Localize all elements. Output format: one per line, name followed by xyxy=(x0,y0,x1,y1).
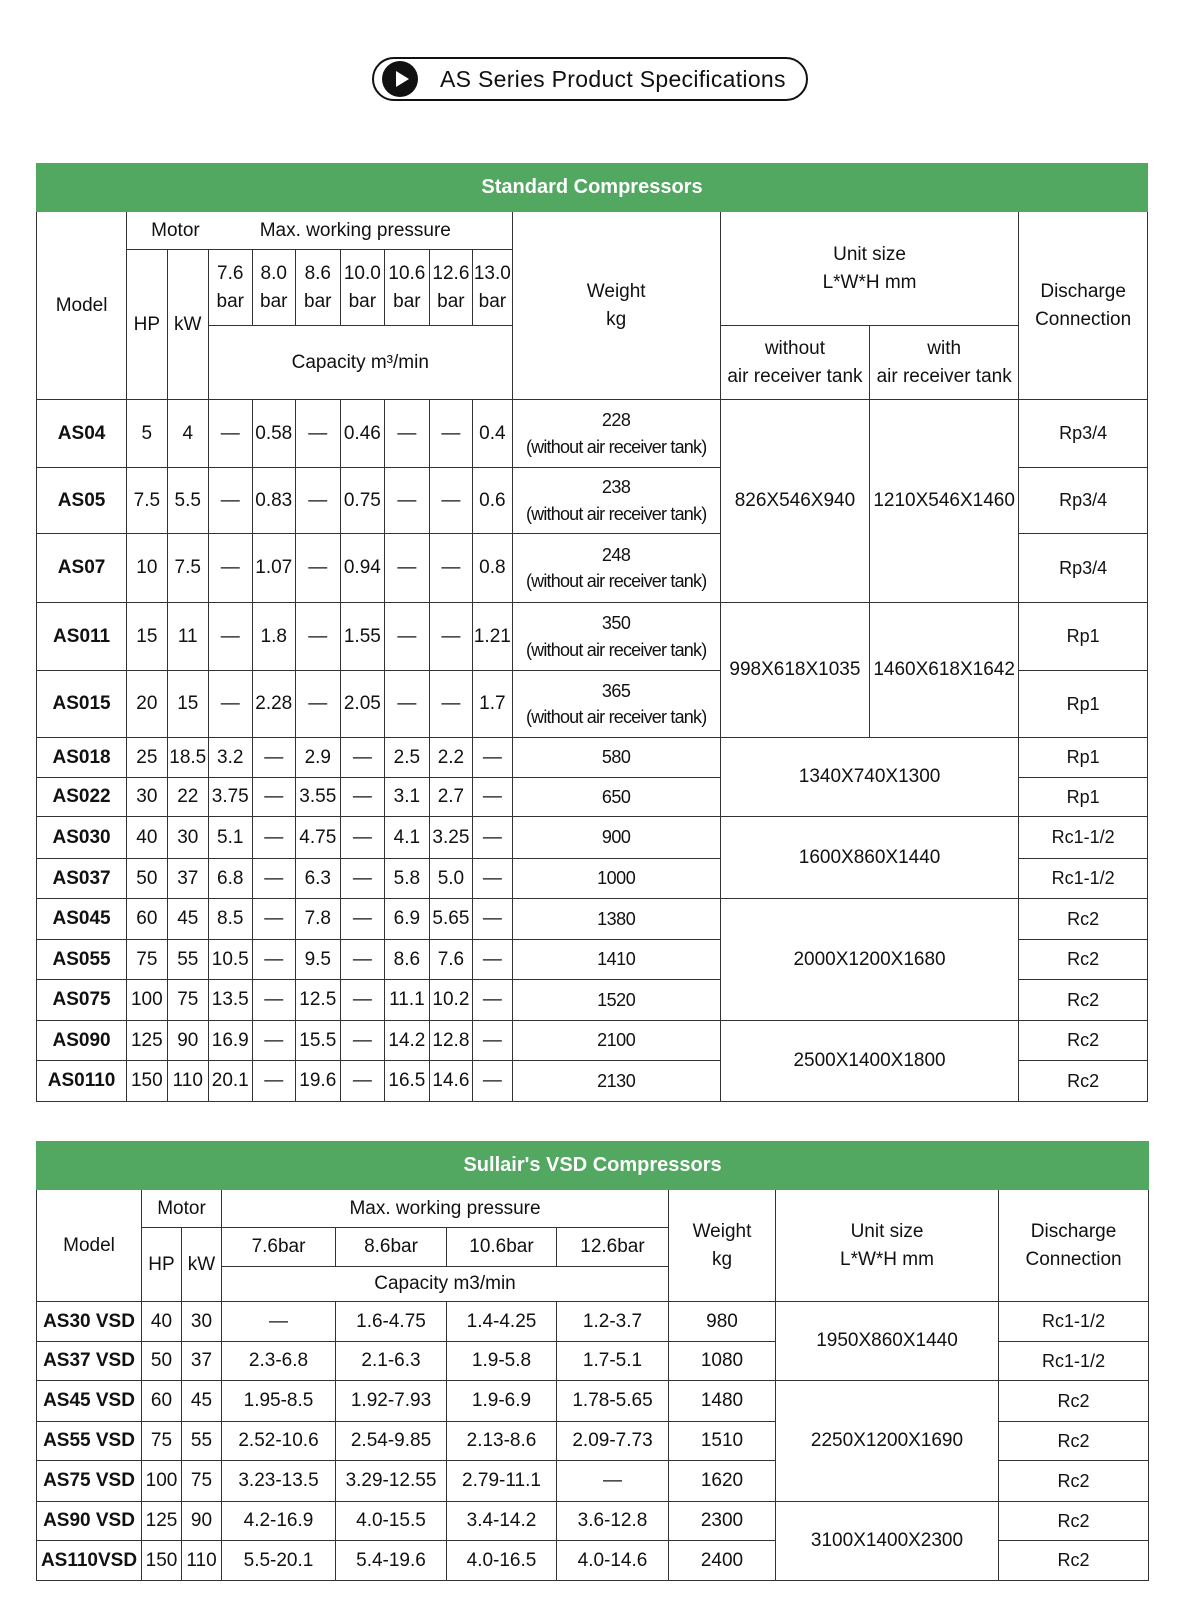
capacity-cell: 12.5 xyxy=(296,980,341,1021)
kw-cell: 4 xyxy=(167,400,208,468)
kw-cell: 75 xyxy=(167,980,208,1021)
model-cell: AS37 VSD xyxy=(37,1342,142,1381)
model-header: Model xyxy=(37,1190,142,1302)
kw-cell: 110 xyxy=(167,1061,208,1102)
discharge-cell: Rc2 xyxy=(1019,980,1148,1021)
unit-size-cell: 1460X618X1642 xyxy=(870,603,1019,738)
weight-value: 248 xyxy=(601,544,631,565)
discharge-cell: Rc2 xyxy=(999,1461,1149,1502)
hp-cell: 60 xyxy=(142,1381,182,1422)
capacity-cell: — xyxy=(473,899,512,940)
capacity-cell: — xyxy=(208,534,252,603)
capacity-cell: 2.9 xyxy=(296,738,341,778)
capacity-cell: — xyxy=(473,980,512,1021)
kw-cell: 45 xyxy=(182,1381,222,1422)
capacity-cell: 2.5 xyxy=(385,738,430,778)
capacity-cell: 0.58 xyxy=(252,400,296,468)
unit-size-cell: 1210X546X1460 xyxy=(870,400,1019,603)
capacity-cell: 6.3 xyxy=(296,859,341,899)
capacity-cell: 5.5-20.1 xyxy=(222,1541,336,1581)
table-row xyxy=(37,400,1148,468)
capacity-cell: 16.5 xyxy=(385,1061,430,1102)
weight-cell: 580 xyxy=(512,738,720,778)
capacity-cell: 1.9-5.8 xyxy=(447,1342,557,1381)
model-cell: AS75 VSD xyxy=(37,1461,142,1502)
capacity-cell: 3.25 xyxy=(429,817,473,859)
discharge-cell: Rc1-1/2 xyxy=(1019,817,1148,859)
discharge-cell: Rc2 xyxy=(999,1381,1149,1422)
unit-size-cell: 826X546X940 xyxy=(720,400,869,603)
hp-cell: 5 xyxy=(127,400,167,468)
capacity-cell: — xyxy=(473,817,512,859)
capacity-cell: 1.92-7.93 xyxy=(336,1381,447,1422)
kw-header: kW xyxy=(167,250,208,400)
capacity-cell: — xyxy=(473,738,512,778)
capacity-cell: 4.2-16.9 xyxy=(222,1502,336,1541)
weight-note: (without air receiver tank) xyxy=(525,639,707,660)
table-row xyxy=(37,738,1148,778)
weight-value: 365 xyxy=(601,680,631,701)
kw-cell: 22 xyxy=(167,778,208,817)
hp-cell: 10 xyxy=(127,534,167,603)
capacity-cell: — xyxy=(252,817,296,859)
capacity-cell: — xyxy=(252,940,296,980)
capacity-cell: 0.75 xyxy=(340,468,385,534)
capacity-cell: — xyxy=(340,980,385,1021)
pressure-header: 12.6bar xyxy=(557,1228,669,1267)
capacity-cell: — xyxy=(340,817,385,859)
capacity-cell: — xyxy=(252,1061,296,1102)
motor-pressure-header: Motor Max. working pressure xyxy=(127,212,512,250)
weight-cell: 2300 xyxy=(669,1502,776,1541)
capacity-cell: — xyxy=(429,534,473,603)
capacity-cell: — xyxy=(340,859,385,899)
table-row xyxy=(37,1502,1149,1541)
capacity-cell: 19.6 xyxy=(296,1061,341,1102)
discharge-cell: Rc1-1/2 xyxy=(999,1302,1149,1342)
capacity-cell: — xyxy=(473,940,512,980)
capacity-cell: — xyxy=(340,1061,385,1102)
weight-cell xyxy=(512,671,720,738)
kw-cell: 7.5 xyxy=(167,534,208,603)
kw-cell: 11 xyxy=(167,603,208,671)
weight-cell: 1410 xyxy=(512,940,720,980)
discharge-cell: Rp1 xyxy=(1019,778,1148,817)
hp-cell: 20 xyxy=(127,671,167,738)
capacity-cell: — xyxy=(340,1021,385,1061)
capacity-cell: 3.2 xyxy=(208,738,252,778)
capacity-cell: 2.13-8.6 xyxy=(447,1422,557,1461)
capacity-cell: — xyxy=(385,603,430,671)
model-cell: AS022 xyxy=(37,778,127,817)
discharge-cell: Rc2 xyxy=(999,1541,1149,1581)
kw-cell: 75 xyxy=(182,1461,222,1502)
capacity-cell: 0.8 xyxy=(473,534,512,603)
capacity-cell: 4.75 xyxy=(296,817,341,859)
weight-cell xyxy=(512,603,720,671)
weight-cell xyxy=(512,534,720,603)
model-cell: AS090 xyxy=(37,1021,127,1061)
capacity-cell: — xyxy=(429,468,473,534)
weight-note: (without air receiver tank) xyxy=(525,436,707,457)
capacity-cell: 13.5 xyxy=(208,980,252,1021)
capacity-cell: 4.0-14.6 xyxy=(557,1541,669,1581)
pressure-header: 10.0 bar xyxy=(340,250,385,326)
capacity-cell: 2.3-6.8 xyxy=(222,1342,336,1381)
model-cell: AS30 VSD xyxy=(37,1302,142,1342)
capacity-cell: 3.75 xyxy=(208,778,252,817)
hp-cell: 50 xyxy=(127,859,167,899)
capacity-cell: 6.8 xyxy=(208,859,252,899)
kw-cell: 5.5 xyxy=(167,468,208,534)
without-tank-header: without air receiver tank xyxy=(720,326,869,400)
capacity-cell: — xyxy=(429,400,473,468)
capacity-cell: — xyxy=(340,940,385,980)
capacity-cell: 2.79-11.1 xyxy=(447,1461,557,1502)
model-cell: AS045 xyxy=(37,899,127,940)
hp-cell: 7.5 xyxy=(127,468,167,534)
capacity-cell: 2.28 xyxy=(252,671,296,738)
capacity-cell: 5.1 xyxy=(208,817,252,859)
kw-cell: 30 xyxy=(167,817,208,859)
hp-cell: 40 xyxy=(142,1302,182,1342)
capacity-cell: 2.2 xyxy=(429,738,473,778)
capacity-cell: — xyxy=(296,671,341,738)
capacity-cell: 3.23-13.5 xyxy=(222,1461,336,1502)
capacity-cell: — xyxy=(429,603,473,671)
capacity-cell: — xyxy=(385,400,430,468)
weight-note: (without air receiver tank) xyxy=(525,503,707,524)
capacity-cell: — xyxy=(252,859,296,899)
kw-cell: 37 xyxy=(182,1342,222,1381)
capacity-cell: 11.1 xyxy=(385,980,430,1021)
discharge-header: Discharge Connection xyxy=(1019,212,1148,400)
capacity-cell: 2.1-6.3 xyxy=(336,1342,447,1381)
capacity-cell: — xyxy=(340,738,385,778)
capacity-cell: — xyxy=(208,400,252,468)
capacity-cell: 20.1 xyxy=(208,1061,252,1102)
capacity-header: Capacity m³/min xyxy=(208,326,512,400)
unit-size-cell: 1950X860X1440 xyxy=(776,1302,999,1381)
model-cell: AS0110 xyxy=(37,1061,127,1102)
hp-cell: 125 xyxy=(127,1021,167,1061)
hp-cell: 15 xyxy=(127,603,167,671)
capacity-cell: 1.7 xyxy=(473,671,512,738)
weight-cell: 2130 xyxy=(512,1061,720,1102)
capacity-cell: — xyxy=(208,468,252,534)
capacity-cell: 3.1 xyxy=(385,778,430,817)
capacity-cell: — xyxy=(252,899,296,940)
capacity-cell: — xyxy=(473,859,512,899)
model-cell: AS110VSD xyxy=(37,1541,142,1581)
discharge-cell: Rc2 xyxy=(999,1422,1149,1461)
weight-cell: 900 xyxy=(512,817,720,859)
capacity-cell: 1.21 xyxy=(473,603,512,671)
kw-cell: 30 xyxy=(182,1302,222,1342)
weight-cell xyxy=(512,468,720,534)
weight-note: (without air receiver tank) xyxy=(525,571,707,591)
kw-cell: 90 xyxy=(167,1021,208,1061)
capacity-cell: 4.0-16.5 xyxy=(447,1541,557,1581)
vsd-band: Sullair's VSD Compressors xyxy=(37,1142,1149,1190)
capacity-cell: — xyxy=(557,1461,669,1502)
discharge-cell: Rp3/4 xyxy=(1019,468,1148,534)
unit-size-cell: 2250X1200X1690 xyxy=(776,1381,999,1502)
capacity-cell: — xyxy=(296,468,341,534)
capacity-cell: 5.8 xyxy=(385,859,430,899)
vsd-compressors-table xyxy=(36,1141,1149,1581)
capacity-cell: 15.5 xyxy=(296,1021,341,1061)
capacity-cell: — xyxy=(385,468,430,534)
pressure-header: 12.6 bar xyxy=(429,250,473,326)
capacity-cell: 0.46 xyxy=(340,400,385,468)
weight-cell xyxy=(512,400,720,468)
table-row xyxy=(37,1302,1149,1342)
discharge-cell: Rp1 xyxy=(1019,603,1148,671)
capacity-cell: 7.8 xyxy=(296,899,341,940)
capacity-cell: 1.78-5.65 xyxy=(557,1381,669,1422)
discharge-cell: Rp1 xyxy=(1019,738,1148,778)
unit-size-header: Unit size L*W*H mm xyxy=(776,1190,999,1302)
capacity-cell: 8.5 xyxy=(208,899,252,940)
weight-cell: 1480 xyxy=(669,1381,776,1422)
play-icon xyxy=(382,61,418,97)
section-title xyxy=(372,57,808,101)
weight-cell: 1000 xyxy=(512,859,720,899)
pressure-header: 8.0 bar xyxy=(252,250,296,326)
capacity-cell: — xyxy=(252,778,296,817)
capacity-cell: 16.9 xyxy=(208,1021,252,1061)
section-title-text: AS Series Product Specifications xyxy=(440,65,786,92)
discharge-header: Discharge Connection xyxy=(999,1190,1149,1302)
capacity-cell: — xyxy=(296,534,341,603)
capacity-cell: 2.05 xyxy=(340,671,385,738)
discharge-cell: Rc1-1/2 xyxy=(999,1342,1149,1381)
capacity-cell: 3.4-14.2 xyxy=(447,1502,557,1541)
capacity-cell: — xyxy=(473,778,512,817)
capacity-cell: — xyxy=(340,778,385,817)
table-row xyxy=(37,817,1148,859)
discharge-cell: Rc2 xyxy=(1019,1061,1148,1102)
capacity-cell: — xyxy=(296,400,341,468)
weight-note: (without air receiver tank) xyxy=(525,707,707,727)
capacity-cell: — xyxy=(252,980,296,1021)
weight-cell: 1080 xyxy=(669,1342,776,1381)
capacity-cell: 10.2 xyxy=(429,980,473,1021)
weight-cell: 1520 xyxy=(512,980,720,1021)
hp-cell: 125 xyxy=(142,1502,182,1541)
table-row xyxy=(37,899,1148,940)
model-cell: AS05 xyxy=(37,468,127,534)
capacity-cell: — xyxy=(222,1302,336,1342)
capacity-cell: 5.65 xyxy=(429,899,473,940)
model-cell: AS075 xyxy=(37,980,127,1021)
pressure-header: 10.6 bar xyxy=(385,250,430,326)
capacity-cell: 12.8 xyxy=(429,1021,473,1061)
kw-cell: 90 xyxy=(182,1502,222,1541)
capacity-cell: — xyxy=(385,534,430,603)
hp-cell: 25 xyxy=(127,738,167,778)
capacity-cell: 1.55 xyxy=(340,603,385,671)
hp-cell: 75 xyxy=(142,1422,182,1461)
kw-cell: 37 xyxy=(167,859,208,899)
table-row xyxy=(37,1021,1148,1061)
unit-size-cell: 1340X740X1300 xyxy=(720,738,1018,817)
capacity-cell: 5.4-19.6 xyxy=(336,1541,447,1581)
discharge-cell: Rp1 xyxy=(1019,671,1148,738)
capacity-cell: — xyxy=(340,899,385,940)
capacity-cell: — xyxy=(208,671,252,738)
model-cell: AS018 xyxy=(37,738,127,778)
capacity-cell: 0.6 xyxy=(473,468,512,534)
capacity-cell: 3.29-12.55 xyxy=(336,1461,447,1502)
capacity-cell: 9.5 xyxy=(296,940,341,980)
capacity-cell: 14.2 xyxy=(385,1021,430,1061)
hp-cell: 100 xyxy=(127,980,167,1021)
discharge-cell: Rc2 xyxy=(1019,1021,1148,1061)
capacity-cell: 2.54-9.85 xyxy=(336,1422,447,1461)
weight-cell: 2400 xyxy=(669,1541,776,1581)
weight-header: Weight kg xyxy=(512,212,720,400)
model-cell: AS90 VSD xyxy=(37,1502,142,1541)
kw-header: kW xyxy=(182,1228,222,1302)
model-cell: AS07 xyxy=(37,534,127,603)
max-pressure-header: Max. working pressure xyxy=(222,1190,669,1228)
table-row xyxy=(37,603,1148,671)
capacity-cell: 5.0 xyxy=(429,859,473,899)
weight-cell: 1620 xyxy=(669,1461,776,1502)
unit-size-header: Unit size L*W*H mm xyxy=(720,212,1018,326)
capacity-cell: 1.8 xyxy=(252,603,296,671)
hp-cell: 40 xyxy=(127,817,167,859)
capacity-cell: 4.0-15.5 xyxy=(336,1502,447,1541)
table-row xyxy=(37,1381,1149,1422)
with-tank-header: with air receiver tank xyxy=(870,326,1019,400)
hp-cell: 50 xyxy=(142,1342,182,1381)
pressure-header: 7.6bar xyxy=(222,1228,336,1267)
model-cell: AS030 xyxy=(37,817,127,859)
capacity-cell: 1.7-5.1 xyxy=(557,1342,669,1381)
capacity-cell: — xyxy=(296,603,341,671)
capacity-cell: — xyxy=(252,738,296,778)
hp-cell: 75 xyxy=(127,940,167,980)
discharge-cell: Rc1-1/2 xyxy=(1019,859,1148,899)
discharge-cell: Rp3/4 xyxy=(1019,400,1148,468)
model-cell: AS055 xyxy=(37,940,127,980)
unit-size-cell: 3100X1400X2300 xyxy=(776,1502,999,1581)
capacity-cell: 7.6 xyxy=(429,940,473,980)
unit-size-cell: 2000X1200X1680 xyxy=(720,899,1018,1021)
capacity-cell: 1.4-4.25 xyxy=(447,1302,557,1342)
kw-cell: 55 xyxy=(167,940,208,980)
motor-header: Motor xyxy=(142,1190,222,1228)
capacity-cell: 14.6 xyxy=(429,1061,473,1102)
capacity-cell: 1.07 xyxy=(252,534,296,603)
capacity-cell: 2.09-7.73 xyxy=(557,1422,669,1461)
capacity-cell: 1.2-3.7 xyxy=(557,1302,669,1342)
standard-compressors-table xyxy=(36,163,1148,1102)
discharge-cell: Rp3/4 xyxy=(1019,534,1148,603)
weight-cell: 650 xyxy=(512,778,720,817)
hp-header: HP xyxy=(142,1228,182,1302)
weight-value: 350 xyxy=(601,613,631,634)
model-cell: AS45 VSD xyxy=(37,1381,142,1422)
discharge-cell: Rc2 xyxy=(1019,899,1148,940)
pressure-header: 8.6 bar xyxy=(296,250,341,326)
kw-cell: 55 xyxy=(182,1422,222,1461)
pressure-header: 10.6bar xyxy=(447,1228,557,1267)
kw-cell: 110 xyxy=(182,1541,222,1581)
unit-size-cell: 1600X860X1440 xyxy=(720,817,1018,899)
pressure-header: 13.0 bar xyxy=(473,250,512,326)
hp-header: HP xyxy=(127,250,167,400)
model-cell: AS037 xyxy=(37,859,127,899)
model-cell: AS04 xyxy=(37,400,127,468)
unit-size-cell: 998X618X1035 xyxy=(720,603,869,738)
capacity-cell: 0.94 xyxy=(340,534,385,603)
pressure-header: 8.6bar xyxy=(336,1228,447,1267)
model-cell: AS011 xyxy=(37,603,127,671)
weight-value: 228 xyxy=(601,410,631,431)
hp-cell: 150 xyxy=(127,1061,167,1102)
capacity-cell: — xyxy=(473,1061,512,1102)
capacity-cell: — xyxy=(429,671,473,738)
capacity-cell: 2.52-10.6 xyxy=(222,1422,336,1461)
unit-size-cell: 2500X1400X1800 xyxy=(720,1021,1018,1102)
capacity-cell: — xyxy=(252,1021,296,1061)
model-cell: AS015 xyxy=(37,671,127,738)
capacity-cell: 3.6-12.8 xyxy=(557,1502,669,1541)
model-cell: AS55 VSD xyxy=(37,1422,142,1461)
capacity-cell: — xyxy=(385,671,430,738)
capacity-cell: 0.83 xyxy=(252,468,296,534)
hp-cell: 30 xyxy=(127,778,167,817)
kw-cell: 18.5 xyxy=(167,738,208,778)
weight-cell: 1510 xyxy=(669,1422,776,1461)
weight-cell: 1380 xyxy=(512,899,720,940)
capacity-cell: 10.5 xyxy=(208,940,252,980)
capacity-cell: — xyxy=(208,603,252,671)
capacity-cell: 6.9 xyxy=(385,899,430,940)
hp-cell: 100 xyxy=(142,1461,182,1502)
capacity-cell: 1.6-4.75 xyxy=(336,1302,447,1342)
weight-header: Weight kg xyxy=(669,1190,776,1302)
capacity-cell: 3.55 xyxy=(296,778,341,817)
weight-cell: 980 xyxy=(669,1302,776,1342)
weight-value: 238 xyxy=(601,477,631,498)
pressure-header: 7.6 bar xyxy=(208,250,252,326)
capacity-header: Capacity m3/min xyxy=(222,1267,669,1302)
kw-cell: 15 xyxy=(167,671,208,738)
standard-band: Standard Compressors xyxy=(37,164,1148,212)
discharge-cell: Rc2 xyxy=(1019,940,1148,980)
capacity-cell: 0.4 xyxy=(473,400,512,468)
capacity-cell: 1.95-8.5 xyxy=(222,1381,336,1422)
hp-cell: 60 xyxy=(127,899,167,940)
model-header: Model xyxy=(37,212,127,400)
discharge-cell: Rc2 xyxy=(999,1502,1149,1541)
capacity-cell: 8.6 xyxy=(385,940,430,980)
capacity-cell: 2.7 xyxy=(429,778,473,817)
weight-cell: 2100 xyxy=(512,1021,720,1061)
capacity-cell: — xyxy=(473,1021,512,1061)
kw-cell: 45 xyxy=(167,899,208,940)
capacity-cell: 4.1 xyxy=(385,817,430,859)
hp-cell: 150 xyxy=(142,1541,182,1581)
capacity-cell: 1.9-6.9 xyxy=(447,1381,557,1422)
